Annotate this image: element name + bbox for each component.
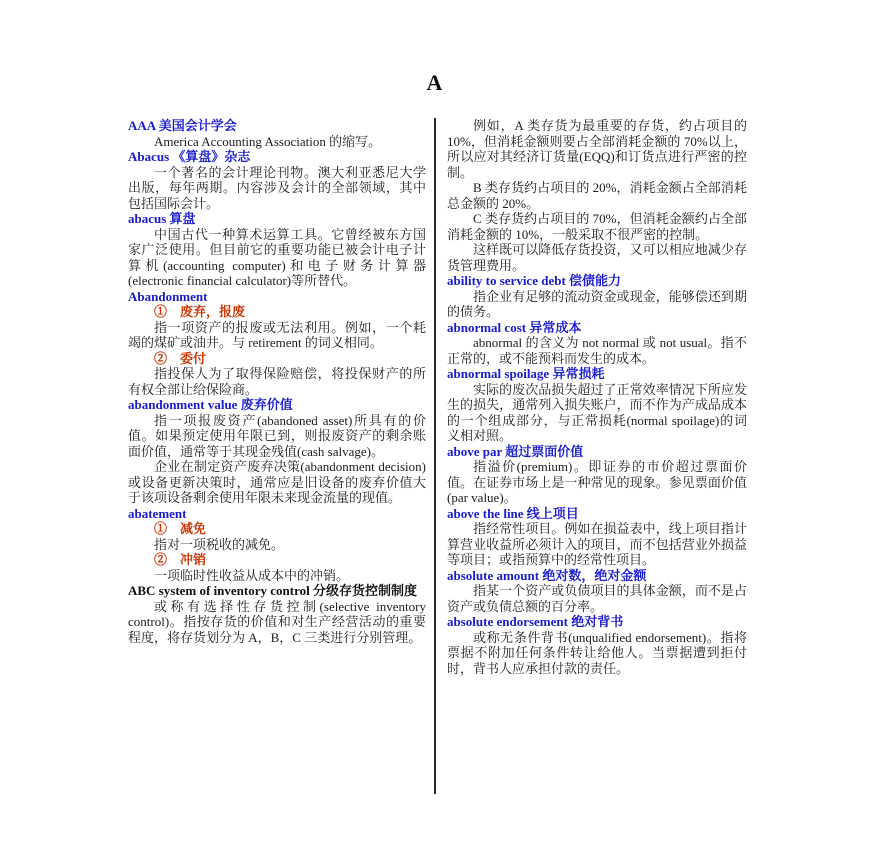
entry-headword: above the line 线上项目	[447, 505, 579, 521]
left-column	[128, 118, 426, 808]
page-heading: A	[426, 70, 444, 95]
definition-paragraph: 或称有选择性存货控制(selective inventory control)。指按存货的价值和对生产经营活动的重要程度，将存货划分为 A，B，C 三类进行分别管理。	[128, 598, 426, 645]
definition-paragraph: 实际的废次品损失超过了正常效率情况下所应发生的损失，通常列入损失账户，而不作为产成品成本的一个组成部分，与正常损耗(normal spoilage)的词义相对照。	[447, 381, 747, 443]
entry-headword: AAA 美国会计学会	[128, 118, 237, 133]
entry-headword: abandonment value 废弃价值	[128, 397, 293, 412]
entry-headword: above par 超过票面价值	[447, 443, 584, 459]
entry-headword: abacus 算盘	[128, 211, 196, 226]
definition-paragraph: 指对一项税收的减免。	[154, 536, 285, 552]
right-column	[447, 118, 747, 808]
definition-paragraph: America Accounting Association 的缩写。	[154, 133, 382, 149]
definition-paragraph: 指经常性项目。例如在损益表中，线上项目指计算营业收益所必须计入的项目，而不包括营业外损益等项目；或指预算中的经常性项目。	[447, 521, 747, 567]
entry-headword: absolute amount 绝对数，绝对金额	[447, 567, 647, 583]
definition-paragraph: B 类存货约占项目的 20%，消耗金额占全部消耗总金额的 20%。	[447, 180, 747, 211]
definition-paragraph: abnormal 的含义为 not normal 或 not usual。指不正常的，或不能预料而发生的成本。	[447, 335, 747, 366]
column-divider	[434, 118, 436, 794]
definition-paragraph: 这样既可以降低存货投资，又可以相应地减少存货管理费用。	[447, 242, 747, 273]
entry-headword: abnormal cost 异常成本	[447, 319, 582, 335]
definition-paragraph: 指企业有足够的流动资金或现金，能够偿还到期的债务。	[447, 288, 747, 319]
definition-paragraph: 指一项资产的报废或无法利用。例如，一个耗竭的煤矿或油井。与 retirement 的词义相同。	[128, 319, 426, 350]
definition-paragraph: 指溢价(premium)。即证券的市价超过票面价值。在证券市场上是一种常见的现象。参见票面价值(par value)。	[447, 459, 747, 505]
sense-number-line: ① 减免	[154, 521, 207, 536]
definition-paragraph: 中国古代一种算术运算工具。它曾经被东方国家广泛使用。但目前它的重要功能已被会计电子计算机(accounting computer)和电子财务计算器(electronic financial calculator)等所替代。	[128, 226, 426, 288]
definition-paragraph: C 类存货约占项目的 70%，但消耗金额约占全部消耗金额的 10%，一般采取不很严密的控制。	[447, 211, 747, 242]
sense-number-line: ② 冲销	[154, 552, 207, 567]
definition-paragraph: 指一项报废资产(abandoned asset)所具有的价值。如果预定使用年限已到，则报废资产的剩余账面价值，通常等于其现金残值(cash salvage)。	[128, 412, 426, 459]
definition-paragraph: 指投保人为了取得保险赔偿，将投保财产的所有权全部让给保险商。	[128, 366, 426, 397]
definition-paragraph: 例如，A 类存货为最重要的存货，约占项目的 10%，但消耗金额则要占全部消耗金额的 70%以上，所以应对其经济订货量(EQQ)和订货点进行严密的控制。	[447, 118, 747, 180]
definition-paragraph: 企业在制定资产废弃决策(abandonment decision)或设备更新决策时，通常应是旧设备的废弃价值大于该项设备剩余使用年限未来现金流量的现值。	[128, 459, 426, 505]
definition-paragraph: 指某一个资产或负债项目的具体金额，而不是占资产或负债总额的百分率。	[447, 583, 747, 614]
entry-headword: ability to service debt 偿债能力	[447, 273, 622, 288]
entry-headword: Abacus 《算盘》杂志	[128, 149, 251, 164]
entry-headword: Abandonment	[128, 288, 208, 304]
sense-number-line: ② 委付	[154, 350, 207, 366]
entry-headword: absolute endorsement 绝对背书	[447, 614, 624, 629]
entry-headword: abatement	[128, 505, 187, 521]
entry-headword: abnormal spoilage 异常损耗	[447, 366, 605, 381]
definition-paragraph: 一个著名的会计理论刊物。澳大利亚悉尼大学出版，每年两期。内容涉及会计的全部领域，其中包括国际会计。	[128, 164, 426, 211]
definition-paragraph: 一项临时性收益从成本中的冲销。	[154, 567, 350, 583]
entry-headword: ABC system of inventory control 分级存货控制制度	[128, 583, 417, 598]
definition-paragraph: 或称无条件背书(unqualified endorsement)。指将票据不附加任何条件转让给他人。当票据遭到拒付时，背书人应承担付款的责任。	[447, 629, 747, 676]
sense-number-line: ① 废弃，报废	[154, 304, 246, 319]
